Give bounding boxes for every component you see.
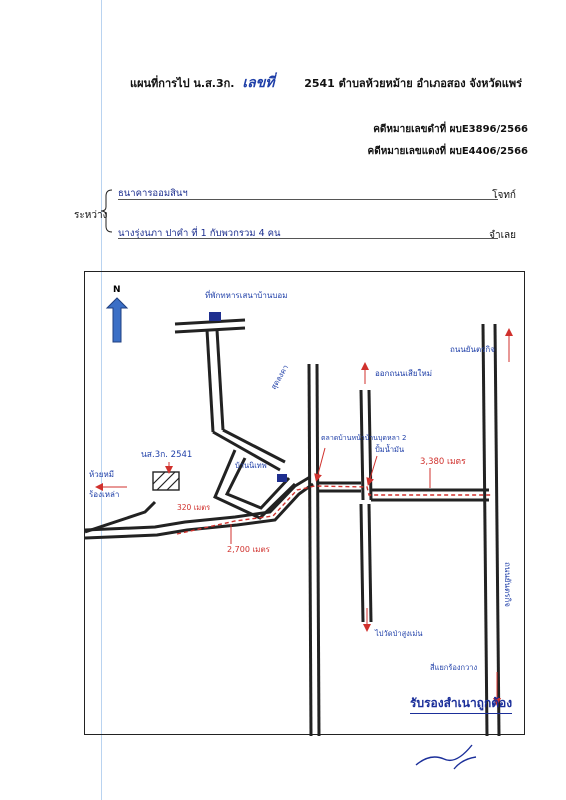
gas-station-label: ปั้มน้ำมัน <box>375 445 405 454</box>
plaintiff-line <box>118 199 498 200</box>
to-bottom-mid-label: ไปวัดป่าสูงเม่น <box>375 629 423 638</box>
defendant-line <box>118 238 498 239</box>
bridge-label: สุดลงคา <box>268 363 291 391</box>
to-top-right-label: ถนนยันตรกิจ <box>450 345 495 354</box>
land-plot-icon <box>153 472 179 490</box>
to-bottom-right-label: สี่แยกร้องกวาง <box>430 663 478 672</box>
land-plot-label: นส.3ก. 2541 <box>141 450 193 460</box>
north-arrow-icon <box>107 298 127 342</box>
school-label: ที่พักทหารเสนาบ้านบอม <box>205 291 288 300</box>
right-road-label: ถนนยันตรกิจ <box>503 562 512 607</box>
left-arrow-label: ห้วยหมี <box>89 470 114 479</box>
defendant-name: นางรุ่งนภา ปาคำ ที่ 1 กับพวกรวม 4 คน <box>118 228 281 239</box>
map-canvas <box>85 272 526 736</box>
left-arrow-label-2: ร้องเหล่า <box>89 490 120 499</box>
plaintiff-name: ธนาคารออมสินฯ <box>118 188 188 199</box>
signature-icon <box>410 735 490 775</box>
dist-short-label: 320 เมตร <box>177 503 211 512</box>
title-prefix: แผนที่การไป น.ส.3ก. <box>130 77 235 90</box>
north-label: N <box>113 285 121 295</box>
dist-main-label: 3,380 เมตร <box>420 457 466 467</box>
school-icon <box>209 312 221 321</box>
route-map <box>84 271 525 735</box>
plaintiff-role: โจทก์ <box>492 190 516 201</box>
title-number-handwritten: เลขที่ <box>242 75 275 91</box>
defendant-role: จำเลย <box>489 230 516 241</box>
document-title <box>130 72 522 94</box>
house-icon <box>277 474 287 482</box>
dist-bottom-label: 2,700 เมตร <box>227 545 270 554</box>
village-label: บ้านนิเทพ <box>235 461 267 470</box>
black-case-number: คดีหมายเลขดำที่ ผบE3896/2566 <box>373 124 528 135</box>
roads <box>85 320 499 736</box>
certified-copy-stamp: รับรองสำเนาถูกต้อง <box>410 694 512 714</box>
title-suffix: 2541 ตำบลห้วยหม้าย อำเภอสอง จังหวัดแพร่ <box>304 77 523 90</box>
red-case-number: คดีหมายเลขแดงที่ ผบE4406/2566 <box>367 146 528 157</box>
junction-label: ตลาดบ้านหน้าบ้านบุดหลา 2 <box>321 434 407 442</box>
between-label: ระหว่าง <box>74 210 108 221</box>
to-top-road-label: ออกถนนเสียใหม่ <box>375 369 432 378</box>
brace-icon <box>100 188 114 234</box>
